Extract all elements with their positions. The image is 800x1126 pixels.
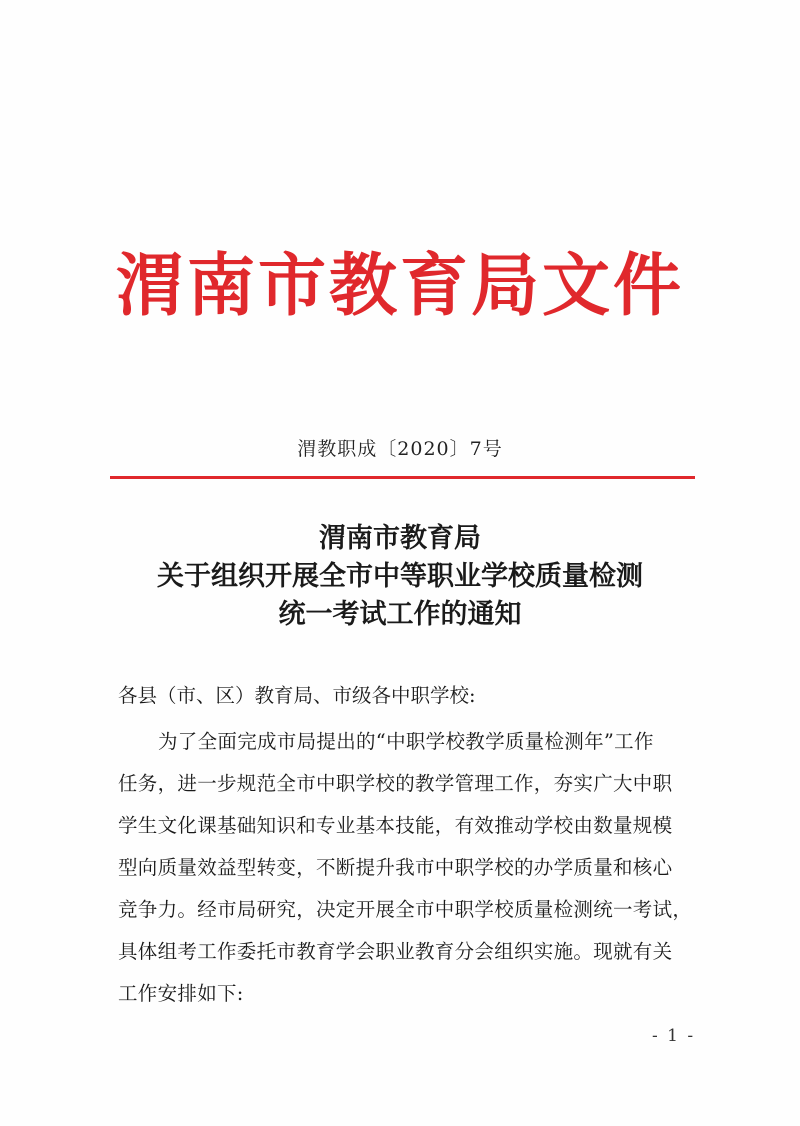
notice-title-line: 关于组织开展全市中等职业学校质量检测 — [157, 561, 643, 592]
paragraph-line: 型向质量效益型转变，不断提升我市中职学校的办学质量和核心 — [118, 856, 673, 879]
paragraph-line: 竞争力。经市局研究，决定开展全市中职学校质量检测统一考试， — [118, 898, 693, 921]
notice-title-line: 渭南市教育局 — [319, 523, 481, 554]
notice-title-line: 统一考试工作的通知 — [278, 599, 522, 630]
red-divider-line — [110, 476, 695, 479]
paragraph-line: 学生文化课基础知识和专业基本技能，有效推动学校由数量规模 — [118, 814, 673, 837]
salutation: 各县（市、区）教育局、市级各中职学校: — [118, 684, 476, 707]
document-number: 渭教职成〔2020〕7号 — [297, 438, 503, 460]
notice-title — [0, 520, 800, 634]
paragraph-line: 具体组考工作委托市教育学会职业教育分会组织实施。现就有关 — [118, 940, 673, 963]
page-number: - 1 - — [652, 1026, 696, 1046]
agency-header-title: 渭南市教育局文件 — [115, 246, 684, 326]
paragraph-line: 为了全面完成市局提出的“中职学校教学质量检测年”工作 — [158, 730, 654, 753]
paragraph-line: 工作安排如下: — [118, 982, 244, 1005]
paragraph-line: 任务，进一步规范全市中职学校的教学管理工作，夯实广大中职 — [118, 772, 673, 795]
